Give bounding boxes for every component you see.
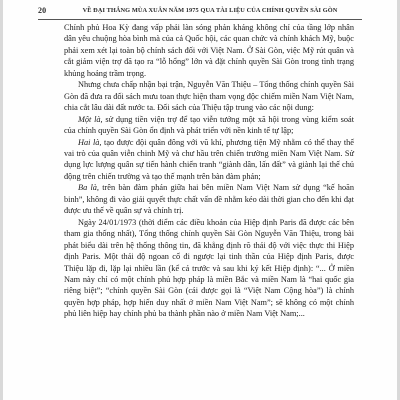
paragraph — [64, 217, 354, 320]
body-text — [64, 22, 354, 396]
page-edge-left — [0, 0, 3, 400]
paragraph-text: trên bàn đàm phán giữa hai bên miền Nam Việt Nam sử dụng “kế hoãn binh”, không đi vào giải quyết thực chất vấn đề nhằm kéo dài thời gian cho đến khi đạt được ưu thế về quân sự và chính trị. — [64, 183, 354, 216]
page-number: 20 — [38, 6, 47, 15]
paragraph-text: Chính phủ Hoa Kỳ đang vấp phải làn sóng phản kháng không chỉ của tầng lớp nhân dân yêu chuộng hòa bình mà của cả Quốc hội, các quan chức và chính khách Mỹ, buộc phải xem xét lại toàn bộ chính sách đối với Việt Nam. Ở Sài Gòn, việc Mỹ rút quân và cắt giảm viện trợ đã tạo ra “lỗ hổng” lớn và đặt chính quyền Sài Gòn trong tình trạng khủng hoảng trầm trọng. — [64, 23, 354, 78]
paragraph — [64, 114, 354, 137]
paragraph-lead: Một là, — [78, 114, 103, 124]
paragraph-text: Nhưng chưa chấp nhận bại trận, Nguyễn Văn Thiệu – Tổng thống chính quyền Sài Gòn đã đưa ra đối sách mưu toan thực hiện tham vọng độc chiếm miền Nam Việt Nam, chia cắt lâu dài đất nước ta. Đối sách của Thiệu tập trung vào các nội dung: — [64, 80, 354, 113]
paragraph-lead: Ba là, — [78, 183, 99, 193]
header-rule — [38, 19, 362, 20]
paragraph — [64, 79, 354, 113]
paragraph — [64, 22, 354, 79]
paragraph — [64, 137, 354, 183]
paragraph-text: sử dụng tiền viện trợ để tạo viễn tưởng một xã hội trong vùng kiểm soát của chính quyền Sài Gòn ổn định và phát triển với nền kinh tế tự lập; — [64, 114, 354, 136]
running-header — [38, 3, 362, 18]
paragraph-lead: Hai là, — [78, 137, 102, 147]
paragraph-text: Ngày 24/01/1973 (thời điểm các điều khoản của Hiệp định Paris đã được các bên tham gia thống nhất), Tổng thống chính quyền Sài Gòn Nguyễn Văn Thiệu, trong bài phát biểu dài trên hệ thống thông tin, đã khẳng định rõ thái độ với việc thực thi Hiệp định Paris. Một thái độ ngoan cố đi ngược lại tinh thần của Hiệp định Paris, được Thiệu lặp đi, lặp lại nhiều lần (kể cả trước và sau khi ký kết Hiệp định): “... Ở miền Nam này chỉ có một chính phủ hợp pháp là miền Bắc và miền Nam là “hai quốc gia riêng biệt”; “chính quyền Sài Gòn (cái được gọi là “Việt Nam Cộng hòa”) là chính quyền hợp pháp, hợp hiến duy nhất ở miền Nam Việt Nam”; sẽ không có một chính phủ liên hiệp hay chính phủ ba thành phần nào ở miền Nam Việt Nam;... — [64, 217, 354, 319]
paragraph-text: tạo được đội quân đông với vũ khí, phương tiện Mỹ nhằm có thể thay thế vai trò của quân viễn chinh Mỹ và chư hầu trên chiến trường miền Nam Việt Nam. Sử dụng lực lượng quân sự tiến hành chiến tranh “giành dân, lấn đất” và giành lại thế chủ động trên chiến trường và tạo thế mạnh trên bàn đàm phán; — [64, 137, 354, 181]
paragraph — [64, 182, 354, 216]
running-title: VỀ ĐẠI THẮNG MÙA XUÂN NĂM 1975 QUA TÀI LIỆU CỦA CHÍNH QUYỀN SÀI GÒN — [82, 7, 338, 14]
